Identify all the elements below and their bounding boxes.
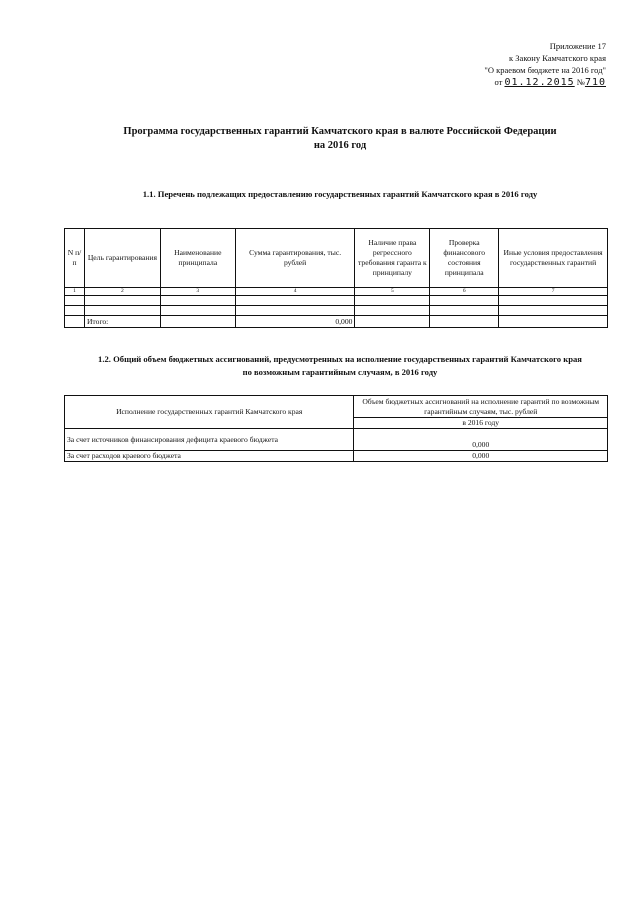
column-number: 2 — [84, 288, 160, 296]
table-row — [65, 306, 608, 316]
empty-cell — [160, 296, 235, 306]
table-header-row — [65, 229, 608, 288]
empty-cell — [65, 296, 85, 306]
title-line-2: на 2016 год — [313, 140, 367, 151]
header-cell: Проверка финансового состояния принципала — [430, 229, 499, 288]
appendix-line-1: Приложение 17 — [549, 41, 606, 51]
empty-cell — [355, 296, 430, 306]
empty-cell — [355, 316, 430, 328]
appropriations-table — [64, 395, 608, 462]
column-number: 1 — [65, 288, 85, 296]
empty-cell — [84, 296, 160, 306]
table-row — [65, 296, 608, 306]
header-cell: N п/п — [65, 229, 85, 288]
empty-cell — [499, 316, 608, 328]
date-value: 01.12.2015 — [504, 77, 575, 88]
row-label: За счет источников финансирования дефицита краевого бюджета — [65, 429, 354, 451]
empty-cell — [235, 306, 355, 316]
total-label: Итого: — [84, 316, 160, 328]
empty-cell — [65, 316, 85, 328]
header-cell: Иные условия предоставления государственных гарантий — [499, 229, 608, 288]
empty-cell — [499, 296, 608, 306]
number-value: 710 — [584, 77, 606, 88]
column-number-row — [65, 288, 608, 296]
document-title — [60, 125, 620, 153]
number-prefix: № — [576, 77, 585, 87]
header-year: в 2016 году — [354, 418, 608, 429]
title-line-1: Программа государственных гарантий Камчатского края в валюте Российской Федерации — [123, 126, 557, 137]
column-number: 4 — [235, 288, 355, 296]
row-value: 0,000 — [354, 451, 608, 462]
column-number: 3 — [160, 288, 235, 296]
table-header-row — [65, 396, 608, 418]
header-right: Объем бюджетных ассигнований на исполнение гарантий по возможным гарантийным случаям, тыс. рублей — [354, 396, 608, 418]
guarantees-table — [64, 228, 608, 328]
date-prefix: от — [494, 77, 503, 87]
appendix-line-3: "О краевом бюджете на 2016 год" — [484, 65, 606, 75]
empty-cell — [430, 296, 499, 306]
empty-cell — [84, 306, 160, 316]
section-2-title-line-2: по возможным гарантийным случаям, в 2016 году — [242, 367, 438, 377]
column-number: 6 — [430, 288, 499, 296]
empty-cell — [499, 306, 608, 316]
empty-cell — [235, 296, 355, 306]
row-label: За счет расходов краевого бюджета — [65, 451, 354, 462]
header-cell: Наименование принципала — [160, 229, 235, 288]
section-2-title-line-1: 1.2. Общий объем бюджетных ассигнований, предусмотренных на исполнение государственных гарантий Камчатского края — [98, 354, 582, 364]
header-left: Исполнение государственных гарантий Камчатского края — [65, 396, 354, 429]
column-number: 5 — [355, 288, 430, 296]
appendix-line-2: к Закону Камчатского края — [509, 53, 606, 63]
table-row — [65, 451, 608, 462]
appendix-block — [484, 40, 606, 89]
total-row — [65, 316, 608, 328]
table-row — [65, 429, 608, 451]
empty-cell — [355, 306, 430, 316]
section-1-title: 1.1. Перечень подлежащих предоставлению государственных гарантий Камчатского края в 2016 году — [142, 189, 538, 199]
header-cell: Сумма гарантирования, тыс. рублей — [235, 229, 355, 288]
header-cell: Цель гарантирования — [84, 229, 160, 288]
column-number: 7 — [499, 288, 608, 296]
section-2-title — [60, 353, 620, 379]
empty-cell — [160, 316, 235, 328]
empty-cell — [430, 306, 499, 316]
empty-cell — [160, 306, 235, 316]
header-cell: Наличие права регрессного требования гаранта к принципалу — [355, 229, 430, 288]
empty-cell — [430, 316, 499, 328]
total-value: 0,000 — [235, 316, 355, 328]
row-value: 0,000 — [354, 429, 608, 451]
appendix-date-line — [484, 76, 606, 89]
empty-cell — [65, 306, 85, 316]
